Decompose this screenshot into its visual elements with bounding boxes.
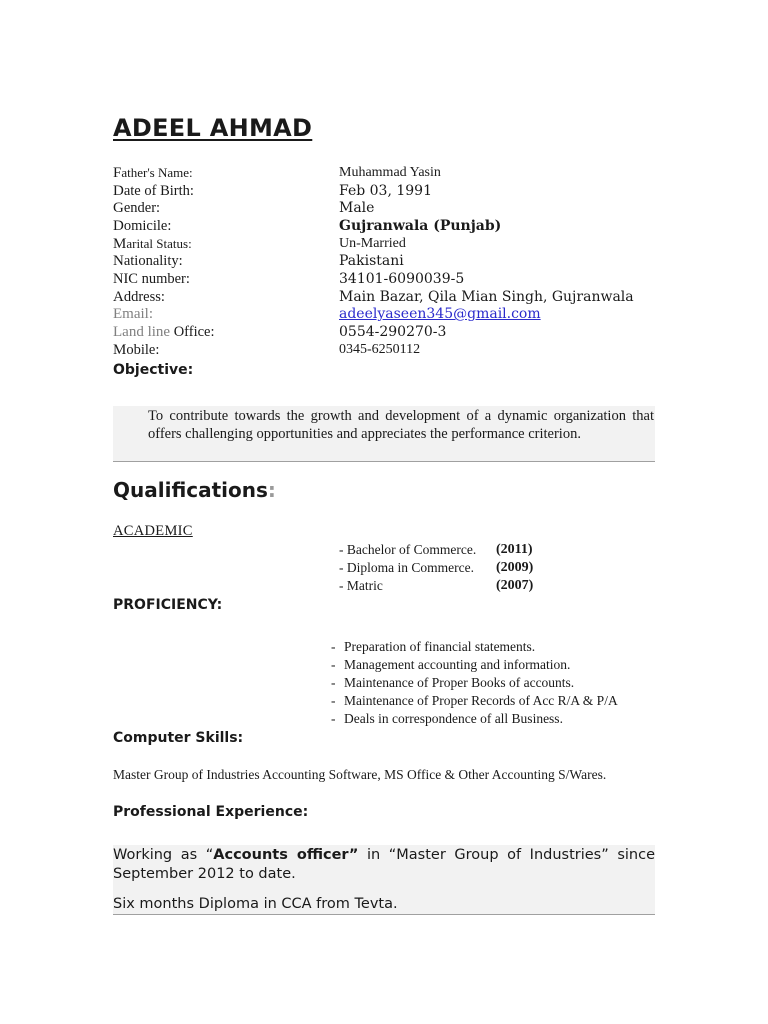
candidate-name: ADEEL AHMAD [113, 114, 313, 142]
info-label: Address: [113, 289, 165, 305]
info-row-date-of-birth [113, 182, 673, 200]
qualifications-heading: Qualifications: [113, 478, 276, 502]
info-label: Nationality: [113, 253, 183, 269]
info-label: Mobile: [113, 342, 160, 358]
info-row-mobile [113, 341, 673, 359]
info-label: Father's Name: [113, 165, 193, 181]
info-label: Land line Office: [113, 324, 215, 340]
info-label: Date of Birth: [113, 183, 194, 199]
info-row-nic-number [113, 270, 673, 288]
qualification-item: - Bachelor of Commerce. (2011) [339, 542, 533, 557]
info-row-domicile [113, 217, 673, 235]
qualification-item: - Diploma in Commerce. (2009) [339, 560, 534, 575]
info-value: Un-Married [339, 236, 406, 251]
info-label: Gender: [113, 200, 161, 216]
info-value: 0345-6250112 [339, 342, 421, 357]
info-value: Muhammad Yasin [339, 165, 441, 180]
objective-text: To contribute towards the growth and development of a dynamic organization that offers challenging opportunities and appreciates the performance criterion. [148, 408, 654, 442]
info-label: Marital Status: [113, 236, 192, 252]
email-link[interactable]: adeelyaseen345@gmail.com [339, 306, 541, 322]
objective-heading: Objective: [113, 362, 194, 378]
info-row-email [113, 305, 673, 323]
info-value: 0554-290270-3 [339, 324, 447, 340]
experience-heading: Professional Experience: [113, 804, 309, 820]
info-row-fathers-name [113, 164, 673, 182]
academic-label: ACADEMIC [113, 523, 193, 539]
computer-skills-heading: Computer Skills: [113, 730, 244, 746]
info-label: Domicile: [113, 218, 172, 234]
info-label: NIC number: [113, 271, 190, 287]
info-value: Gujranwala (Punjab) [339, 218, 502, 234]
info-row-nationality [113, 252, 673, 270]
proficiency-heading: PROFICIENCY: [113, 597, 223, 613]
info-value: Feb 03, 1991 [339, 183, 432, 199]
info-row-address [113, 288, 673, 306]
resume-page: ADEEL AHMAD Father's Name: Muhammad Yasin Date of Birth: Feb 03, 1991 Gender: Male Domicile: Gujranwala (Punjab) Marital Status: Un-Married Nationality: Pakistani NIC number: 34101-6090039-5 Address: Main Bazar, Qila Mian Singh, Gujranwala Email: adeelyaseen345@gmail.com Land line Office: 0554-290270-3 Mobile: 0345-6250112 Objective: To contribute towards the growth and development of a dynamic organization that offers challenging opportunities and appreciates the performance criterion. Qualifications: ACADEMIC - Bachelor of Commerce. (2011) - Diploma in Commerce. (2009) - Matric (2007) PROFICIENCY: - Preparation of financial statements. - Management accounting and information. - Maintenance of Proper Books of accounts. - Maintenance of Proper Records of Acc R/A & P/A - Deals in correspondence of all Business. Computer Skills: Master Group of Industries Accounting Software, MS Office & Other Accounting S/Wares. Professional Experience: Working as “Accounts officer” in “Master Group of Industries” since September 2012 to date. Six months Diploma in CCA from Tevta. [0, 0, 768, 1024]
experience-line-2: Six months Diploma in CCA from Tevta. [113, 896, 398, 912]
qualification-item: - Matric (2007) [339, 578, 534, 593]
info-row-landline [113, 323, 673, 341]
info-row-marital-status [113, 235, 673, 253]
info-value: Main Bazar, Qila Mian Singh, Gujranwala [339, 289, 634, 305]
info-value: 34101-6090039-5 [339, 271, 465, 287]
experience-line-1: Working as “Accounts officer” in “Master Group of Industries” since September 2012 to date. [113, 847, 655, 882]
info-label: Email: [113, 306, 153, 322]
info-value: Male [339, 200, 375, 216]
info-row-gender [113, 199, 673, 217]
info-value: Pakistani [339, 253, 404, 269]
computer-skills-text: Master Group of Industries Accounting Software, MS Office & Other Accounting S/Wares. [113, 767, 607, 782]
